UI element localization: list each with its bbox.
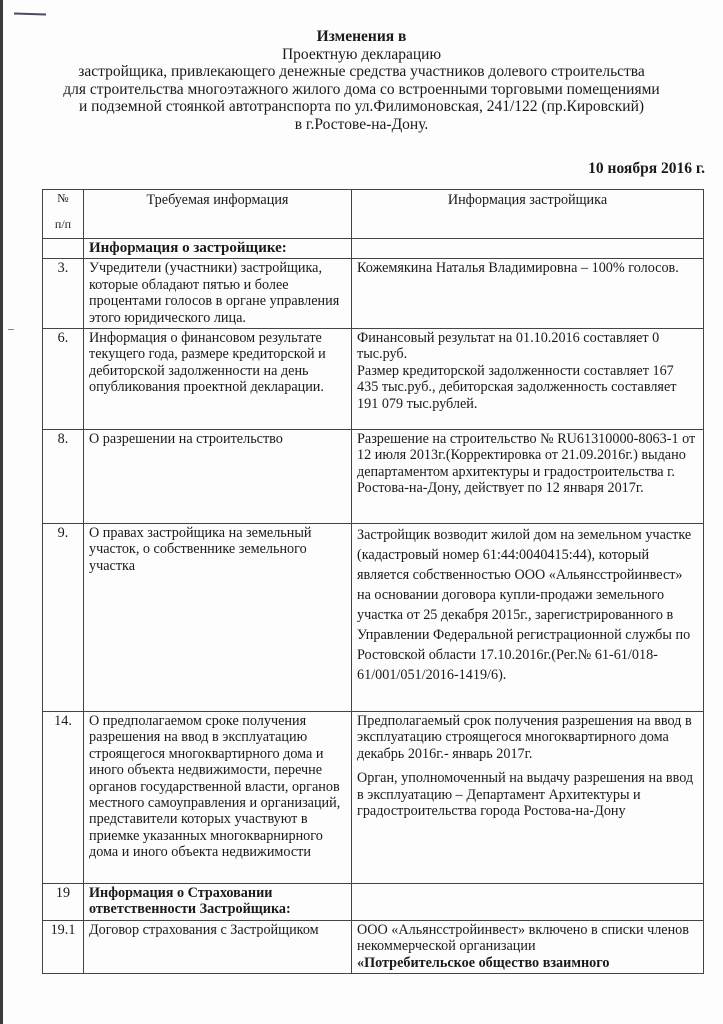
section-empty-cell — [352, 239, 704, 259]
section-empty-cell — [352, 884, 704, 921]
table-row — [43, 259, 704, 329]
row-number: 9. — [43, 524, 84, 712]
scan-edge — [0, 0, 3, 1024]
pen-mark — [14, 12, 46, 15]
declaration-table — [42, 189, 704, 974]
section-row-insurance — [43, 884, 704, 921]
table-row — [43, 712, 704, 884]
table-row — [43, 920, 704, 973]
header-line-5: в г.Ростове-на-Дону. — [294, 115, 429, 133]
header-line-3: для строительства многоэтажного жилого дома со встроенными торговыми помещениями — [63, 80, 660, 98]
section-title: Информация о застройщике: — [84, 239, 352, 259]
column-header-number — [43, 190, 84, 239]
row-number: 19 — [43, 884, 84, 921]
table-header-row — [43, 190, 704, 239]
column-header-required: Требуемая информация — [84, 190, 352, 239]
table-row — [43, 329, 704, 430]
number-sign: № — [57, 191, 69, 205]
scan-speck — [8, 329, 14, 330]
row-number: 14. — [43, 712, 84, 884]
row-required-info: Информация о финансовом результате текущего года, размере кредиторской и дебиторской задолженности на день опубликования проектной декларации. — [84, 329, 352, 430]
section-row-developer — [43, 239, 704, 259]
row-required-info: Учредители (участники) застройщика, которые обладают пятью и более процентами голосов в органе управления этого юридического лица. — [84, 259, 352, 329]
row-number: 8. — [43, 430, 84, 524]
column-header-developer: Информация застройщика — [352, 190, 704, 239]
document-date: 10 ноября 2016 г. — [588, 160, 705, 177]
row-developer-info: Разрешение на строительство № RU61310000-8063-1 от 12 июля 2013г.(Корректировка от 21.09.2016г.) выдано департаментом архитектуры и градостроительства г. Ростова-на-Дону, действует по 12 января 2017г. — [352, 430, 704, 524]
section-title: Информация о Страховании ответственности Застройщика: — [84, 884, 352, 921]
row-number: 3. — [43, 259, 84, 329]
document-title: Изменения в — [316, 28, 407, 45]
row-developer-info: Застройщик возводит жилой дом на земельном участке (кадастровый номер 61:44:0040415:44), который является собственностью ООО «Альянсстройинвест» на основании договора купли-продажи земельного участка от 25 декабря 2015г., зарегистрированного в Управлении Федеральной регистрационной службы по Ростовской области 17.10.2016г.(Рег.№ 61-61/018-61/001/051/2016-1419/6). — [352, 524, 704, 712]
table-row — [43, 524, 704, 712]
number-abbrev: п/п — [54, 217, 72, 231]
row-number: 6. — [43, 329, 84, 430]
document-header — [0, 28, 723, 133]
row-required-info: О правах застройщика на земельный участок, о собственнике земельного участка — [84, 524, 352, 712]
header-line-2: застройщика, привлекающего денежные средства участников долевого строительства — [78, 63, 645, 80]
row-developer-info: Кожемякина Наталья Владимировна – 100% голосов. — [352, 259, 704, 329]
row-number: 19.1 — [43, 920, 84, 973]
row-required-info: Договор страхования с Застройщиком — [84, 920, 352, 973]
developer-info-text: ООО «Альянсстройинвест» включено в списки членов некоммерческой организации — [357, 921, 689, 955]
row-developer-info: Предполагаемый срок получения разрешения на ввод в эксплуатацию строящегося многоквартирного дома декабрь 2016г.- январь 2017г. Орган, уполномоченный на выдачу разрешения на ввод в эксплуатацию – Департамент Архитектуры и градостроительства города Ростова-на-Дону — [352, 712, 704, 884]
header-line-1: Проектную декларацию — [281, 45, 442, 63]
row-developer-info — [352, 920, 704, 973]
section-number-cell — [43, 239, 84, 259]
organization-name: «Потребительское общество взаимного — [357, 954, 610, 971]
table-row — [43, 430, 704, 524]
row-developer-info: Финансовый результат на 01.10.2016 составляет 0 тыс.руб. Размер кредиторской задолженности составляет 167 435 тыс.руб., дебиторская задолженность составляет 191 079 тыс.рублей. — [352, 329, 704, 430]
header-line-4: и подземной стоянкой автотранспорта по ул.Филимоновская, 241/122 (пр.Кировский) — [78, 98, 645, 115]
row-required-info: О разрешении на строительство — [84, 430, 352, 524]
row-required-info: О предполагаемом сроке получения разрешения на ввод в эксплуатацию строящегося многоквартирного дома и иного объекта недвижимости, перечне органов государственной власти, органов местного самоуправления и организаций, представители которых участвуют в приемке указанных многокварнирного дома и иного объекта недвижимости — [84, 712, 352, 884]
